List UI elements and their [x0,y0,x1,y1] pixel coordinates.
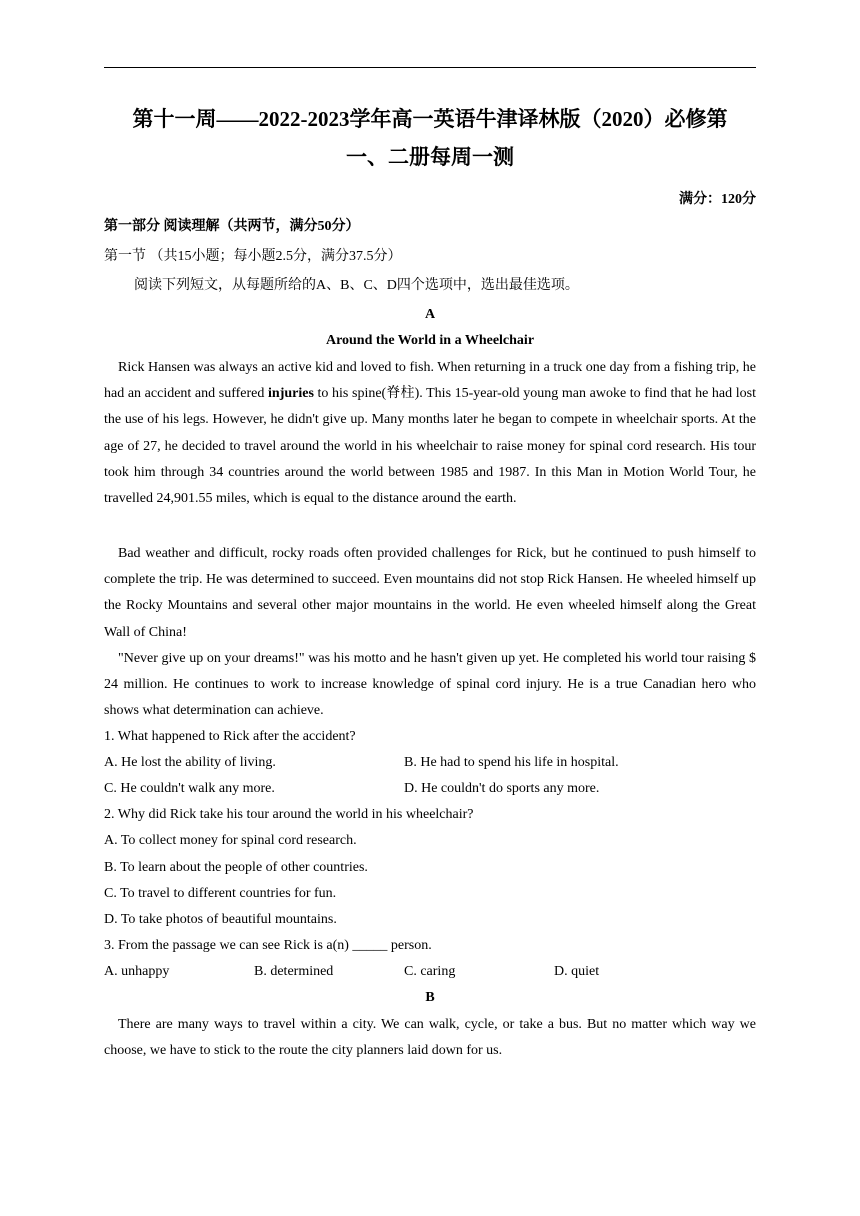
q2-option-a: A. To collect money for spinal cord research. [104,833,357,848]
question-3: 3. From the passage we can see Rick is a(n) _____ person. [104,938,432,953]
question-2: 2. Why did Rick take his tour around the world in his wheelchair? [104,807,474,822]
p1-text-after: to his spine(脊柱). This 15-year-old young man awoke to find that he had lost the use of his legs. However, he didn't give up. Many months later he began to compete in wheelchair sports. At the age of 27, he decided to travel around the world in his wheelchair to raise money for spinal cord research. His tour took him through 34 countries around the world between 1985 and 1987. In this Man in Motion World Tour, he travelled 24,901.55 miles, which is equal to the distance around the earth. [104,386,757,507]
passage-a-paragraph-2: Bad weather and difficult, rocky roads often provided challenges for Rick, but he continued to push himself to complete the trip. He was determined to succeed. Even mountains did not stop Rick Hansen. He wheeled himself up the Rocky Mountains and several other major mountains in the world. He even wheeled himself along the Great Wall of China! [104,546,756,640]
q2-option-c: C. To travel to different countries for fun. [104,886,337,901]
total-score: 满分：120分 [679,192,756,207]
part-heading: 第一部分 阅读理解（共两节，满分50分） [104,219,360,234]
q2-option-b: B. To learn about the people of other countries. [104,860,368,875]
subsection-heading: 第一节 （共15小题；每小题2.5分，满分37.5分） [104,249,402,264]
q3-option-c: C. caring [404,964,456,979]
q3-option-b: B. determined [254,964,334,979]
p1-text-before: Rick Hansen was always an active kid and loved to fish. When returning in a truck one day from a fishing trip, he had an accident and suffered [104,360,756,402]
title-line-2: 一、二册每周一测 [346,145,514,169]
passage-a-paragraph-3: "Never give up on your dreams!" was his motto and he hasn't given up yet. He completed his world tour raising $ 24 million. He continues to work to increase knowledge of spinal cord injury. He is a true Canadian hero who shows what determination can achieve. [104,651,756,719]
p1-bold-word: injuries [268,386,314,402]
question-1: 1. What happened to Rick after the accident? [104,729,356,744]
q3-option-d: D. quiet [554,964,600,979]
q1-option-b: B. He had to spend his life in hospital. [404,755,619,770]
title-line-1: 第十一周——2022-2023学年高一英语牛津译林版（2020）必修第 [132,107,728,131]
q1-option-c: C. He couldn't walk any more. [104,781,275,796]
passage-a-letter: A [424,307,436,322]
passage-b-paragraph-1: There are many ways to travel within a city. We can walk, cycle, or take a bus. But no matter which way we choose, we have to stick to the route the city planners laid down for us. [104,1017,756,1059]
passage-a-paragraph-1 [104,355,756,512]
q1-option-d: D. He couldn't do sports any more. [404,781,600,796]
instruction: 阅读下列短文，从每题所给的A、B、C、D四个选项中，选出最佳选项。 [134,278,579,293]
passage-a-heading: Around the World in a Wheelchair [325,333,535,348]
passage-b-letter: B [425,990,435,1005]
header-rule [104,67,756,68]
q3-option-a: A. unhappy [104,964,170,979]
document-title [104,100,756,176]
q2-option-d: D. To take photos of beautiful mountains. [104,912,337,927]
q1-option-a: A. He lost the ability of living. [104,755,276,770]
